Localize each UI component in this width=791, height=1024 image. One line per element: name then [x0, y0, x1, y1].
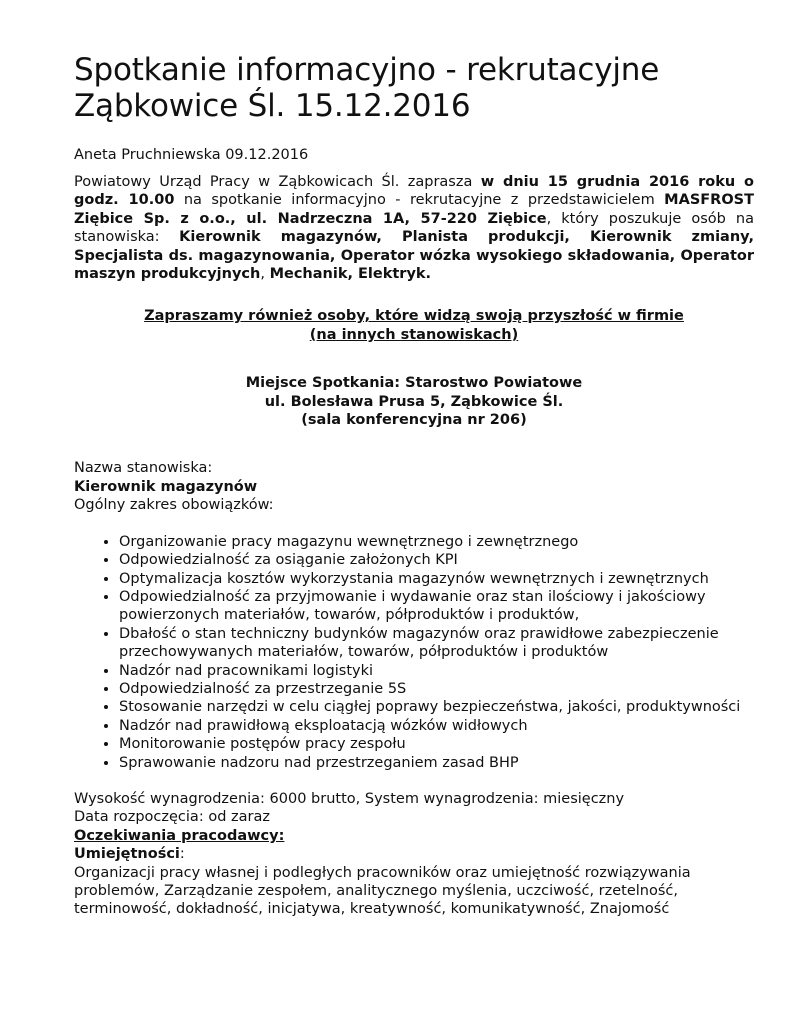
- intro-date: w dniu 15 grudnia 2016 roku o godz. 10.00: [74, 174, 754, 209]
- title-line-2: Ząbkowice Śl. 15.12.2016: [74, 88, 471, 124]
- company-name: MASFROST Ziębice Sp. z o.o., ul. Nadrzeczna 1A, 57-220 Ziębice: [74, 192, 754, 227]
- meeting-line-2: ul. Bolesława Prusa 5, Ząbkowice Śl.: [264, 393, 564, 410]
- positions-list-end: Mechanik, Elektryk.: [269, 266, 432, 283]
- intro-text-2: na spotkanie informacyjno - rekrutacyjne z przedstawicielem: [174, 192, 665, 209]
- document-page: [74, 0, 754, 919]
- invite-note: [74, 307, 754, 344]
- invite-line-1: Zapraszamy również osoby, które widzą swoją przyszłość w firmie: [144, 308, 684, 325]
- skills-text: Organizacji pracy własnej i podległych pracowników oraz umiejętność rozwiązywania problemów, Zarządzanie zespołem, analitycznego myślenia, uczciwość, rzetelność, terminowość, dokładność, inicjatywa, kreatywność, komunikatywność, Znajomość: [74, 864, 691, 918]
- title-line-1: Spotkanie informacyjno - rekrutacyjne: [74, 52, 660, 88]
- list-item: • Nadzór nad pracownikami logistyki: [119, 662, 754, 680]
- list-item: • Odpowiedzialność za osiąganie założonych KPI: [119, 551, 754, 569]
- list-item: • Organizowanie pracy magazynu wewnętrznego i zewnętrznego: [119, 533, 754, 551]
- intro-text-3: , który poszukuje osób na stanowiska:: [74, 210, 754, 246]
- meeting-place: [74, 374, 754, 429]
- intro-text-1: Powiatowy Urząd Pracy w Ząbkowicach Śl. zaprasza: [74, 174, 481, 190]
- page-title: [74, 52, 754, 124]
- position-name: Kierownik magazynów: [74, 478, 258, 495]
- duties-list: [74, 533, 754, 772]
- intro-text-4: ,: [260, 266, 270, 283]
- list-item: • Optymalizacja kosztów wykorzystania magazynów wewnętrznych i zewnętrznych: [119, 570, 754, 588]
- meeting-line-1: Miejsce Spotkania: Starostwo Powiatowe: [245, 375, 583, 392]
- list-item: • Odpowiedzialność za przyjmowanie i wydawanie oraz stan ilościowy i jakościowy powierzonych materiałów, towarów, półproduktów i produktów,: [119, 588, 754, 625]
- salary-info: Wysokość wynagrodzenia: 6000 brutto, System wynagrodzenia: miesięczny: [74, 790, 625, 807]
- invite-line-2: (na innych stanowiskach): [309, 326, 519, 343]
- list-item: • Dbałość o stan techniczny budynków magazynów oraz prawidłowe zabezpieczenie przechowywanych materiałów, towarów, półproduktów i produktów: [119, 625, 754, 662]
- list-item: • Sprawowanie nadzoru nad przestrzeganiem zasad BHP: [119, 754, 754, 772]
- position-label: Nazwa stanowiska:: [74, 460, 213, 477]
- positions-list: Kierownik magazynów, Planista produkcji, Kierownik zmiany, Specjalista ds. magazynowania, Operator wózka wysokiego składowania, Operator maszyn produkcyjnych: [74, 229, 754, 283]
- list-item: • Nadzór nad prawidłową eksploatacją wózków widłowych: [119, 717, 754, 735]
- list-item: • Odpowiedzialność za przestrzeganie 5S: [119, 680, 754, 698]
- author-date: Aneta Pruchniewska 09.12.2016: [74, 147, 309, 163]
- list-item: • Monitorowanie postępów pracy zespołu: [119, 735, 754, 753]
- intro-paragraph: [74, 173, 754, 283]
- meeting-line-3: (sala konferencyjna nr 206): [301, 412, 527, 429]
- position-details: [74, 790, 754, 919]
- skills-heading: Umiejętności:: [74, 846, 185, 863]
- expectations-heading: Oczekiwania pracodawcy:: [74, 827, 285, 844]
- duties-label: Ogólny zakres obowiązków:: [74, 497, 274, 514]
- start-date: Data rozpoczęcia: od zaraz: [74, 809, 270, 826]
- position-header: [74, 459, 754, 514]
- list-item: • Stosowanie narzędzi w celu ciągłej poprawy bezpieczeństwa, jakości, produktywności: [119, 698, 754, 716]
